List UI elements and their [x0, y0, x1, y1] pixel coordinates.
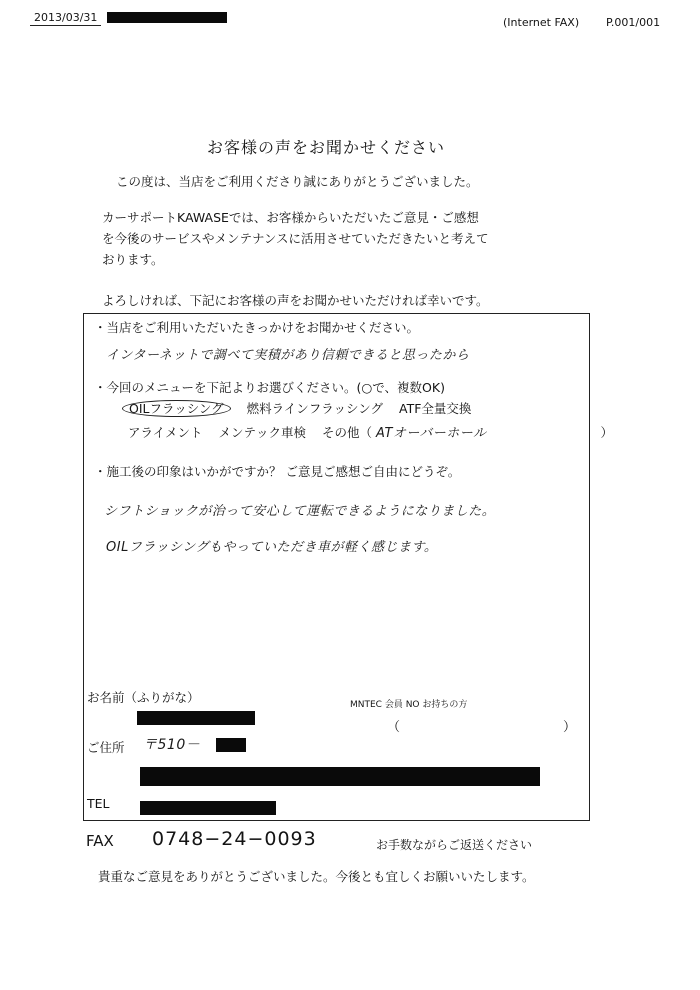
mntec-paren-open: （ [387, 720, 401, 735]
question-2: ・今回のメニューを下記よりお選びください。(○で、複数OK) [94, 380, 445, 395]
redacted-address [140, 767, 540, 786]
menu-option-fuel-line-flushing: 燃料ラインフラッシング [246, 401, 383, 416]
mntec-paren-close: ） [563, 720, 577, 735]
intro-line-1: この度は、当店をご利用くださり誠にありがとうございました。 [116, 174, 479, 189]
page-title: お客様の声をお聞かせください [207, 138, 446, 157]
menu-option-oil-flushing-circled: OILフラッシング [122, 400, 231, 417]
mntec-member-label: MNTEC 会員 NO お持ちの方 [350, 700, 468, 710]
page-number: P.001/001 [606, 16, 661, 29]
redacted-name [137, 711, 255, 725]
intro-line-2: カーサポートKAWASEでは、お客様からいただいたご意見・ご感想 [102, 210, 479, 225]
menu-options-row-1 [122, 399, 483, 417]
fax-date: 2013/03/31 [30, 11, 101, 26]
tel-label: TEL [87, 796, 110, 811]
question-1: ・当店をご利用いただいたきっかけをお聞かせください。 [94, 320, 420, 335]
menu-option-other: その他（ [322, 425, 373, 440]
menu-option-other-close: ） [600, 425, 613, 440]
menu-option-mntec-inspection: メンテック車検 [218, 425, 307, 440]
menu-option-other-handwritten: ATオーバーホール [376, 426, 487, 441]
menu-options-row-2 [128, 422, 613, 441]
menu-option-alignment: アライメント [128, 425, 203, 440]
redacted-sender [107, 12, 227, 23]
name-label: お名前（ふりがな） [87, 690, 200, 705]
footer-fax-label: FAX [86, 832, 114, 850]
question-3: ・施工後の印象はいかがですか？ ご意見ご感想ご自由にどうぞ。 [94, 464, 461, 479]
footer-fax-note: お手数ながらご返送ください [376, 838, 533, 852]
answer-1-handwritten: インターネットで調べて実積があり信頼できると思ったから [106, 348, 470, 363]
intro-line-3: を今後のサービスやメンテナンスに活用させていただきたいと考えて [102, 231, 489, 246]
menu-option-atf-exchange: ATF全量交換 [398, 401, 472, 416]
intro-paragraph [102, 207, 489, 270]
redacted-tel [140, 801, 276, 815]
intro-line-4: おります。 [102, 252, 164, 267]
footer-thanks: 貴重なご意見をありがとうございました。今後とも宜しくお願いいたします。 [98, 869, 535, 884]
address-label: ご住所 [87, 740, 125, 755]
fax-header-label: (Internet FAX) [503, 16, 580, 29]
answer-3-handwritten: OILフラッシングもやっていただき車が軽く感じます。 [106, 540, 438, 555]
redacted-zip [216, 738, 246, 752]
answer-2-handwritten: シフトショックが治って安心して運転できるようになりました。 [104, 504, 496, 519]
intro-line-5: よろしければ、下記にお客様の声をお聞かせいただければ幸いです。 [102, 293, 489, 308]
footer-fax-number: 0748−24−0093 [152, 828, 317, 850]
zip-code-handwritten: 〒510－ [143, 737, 201, 753]
